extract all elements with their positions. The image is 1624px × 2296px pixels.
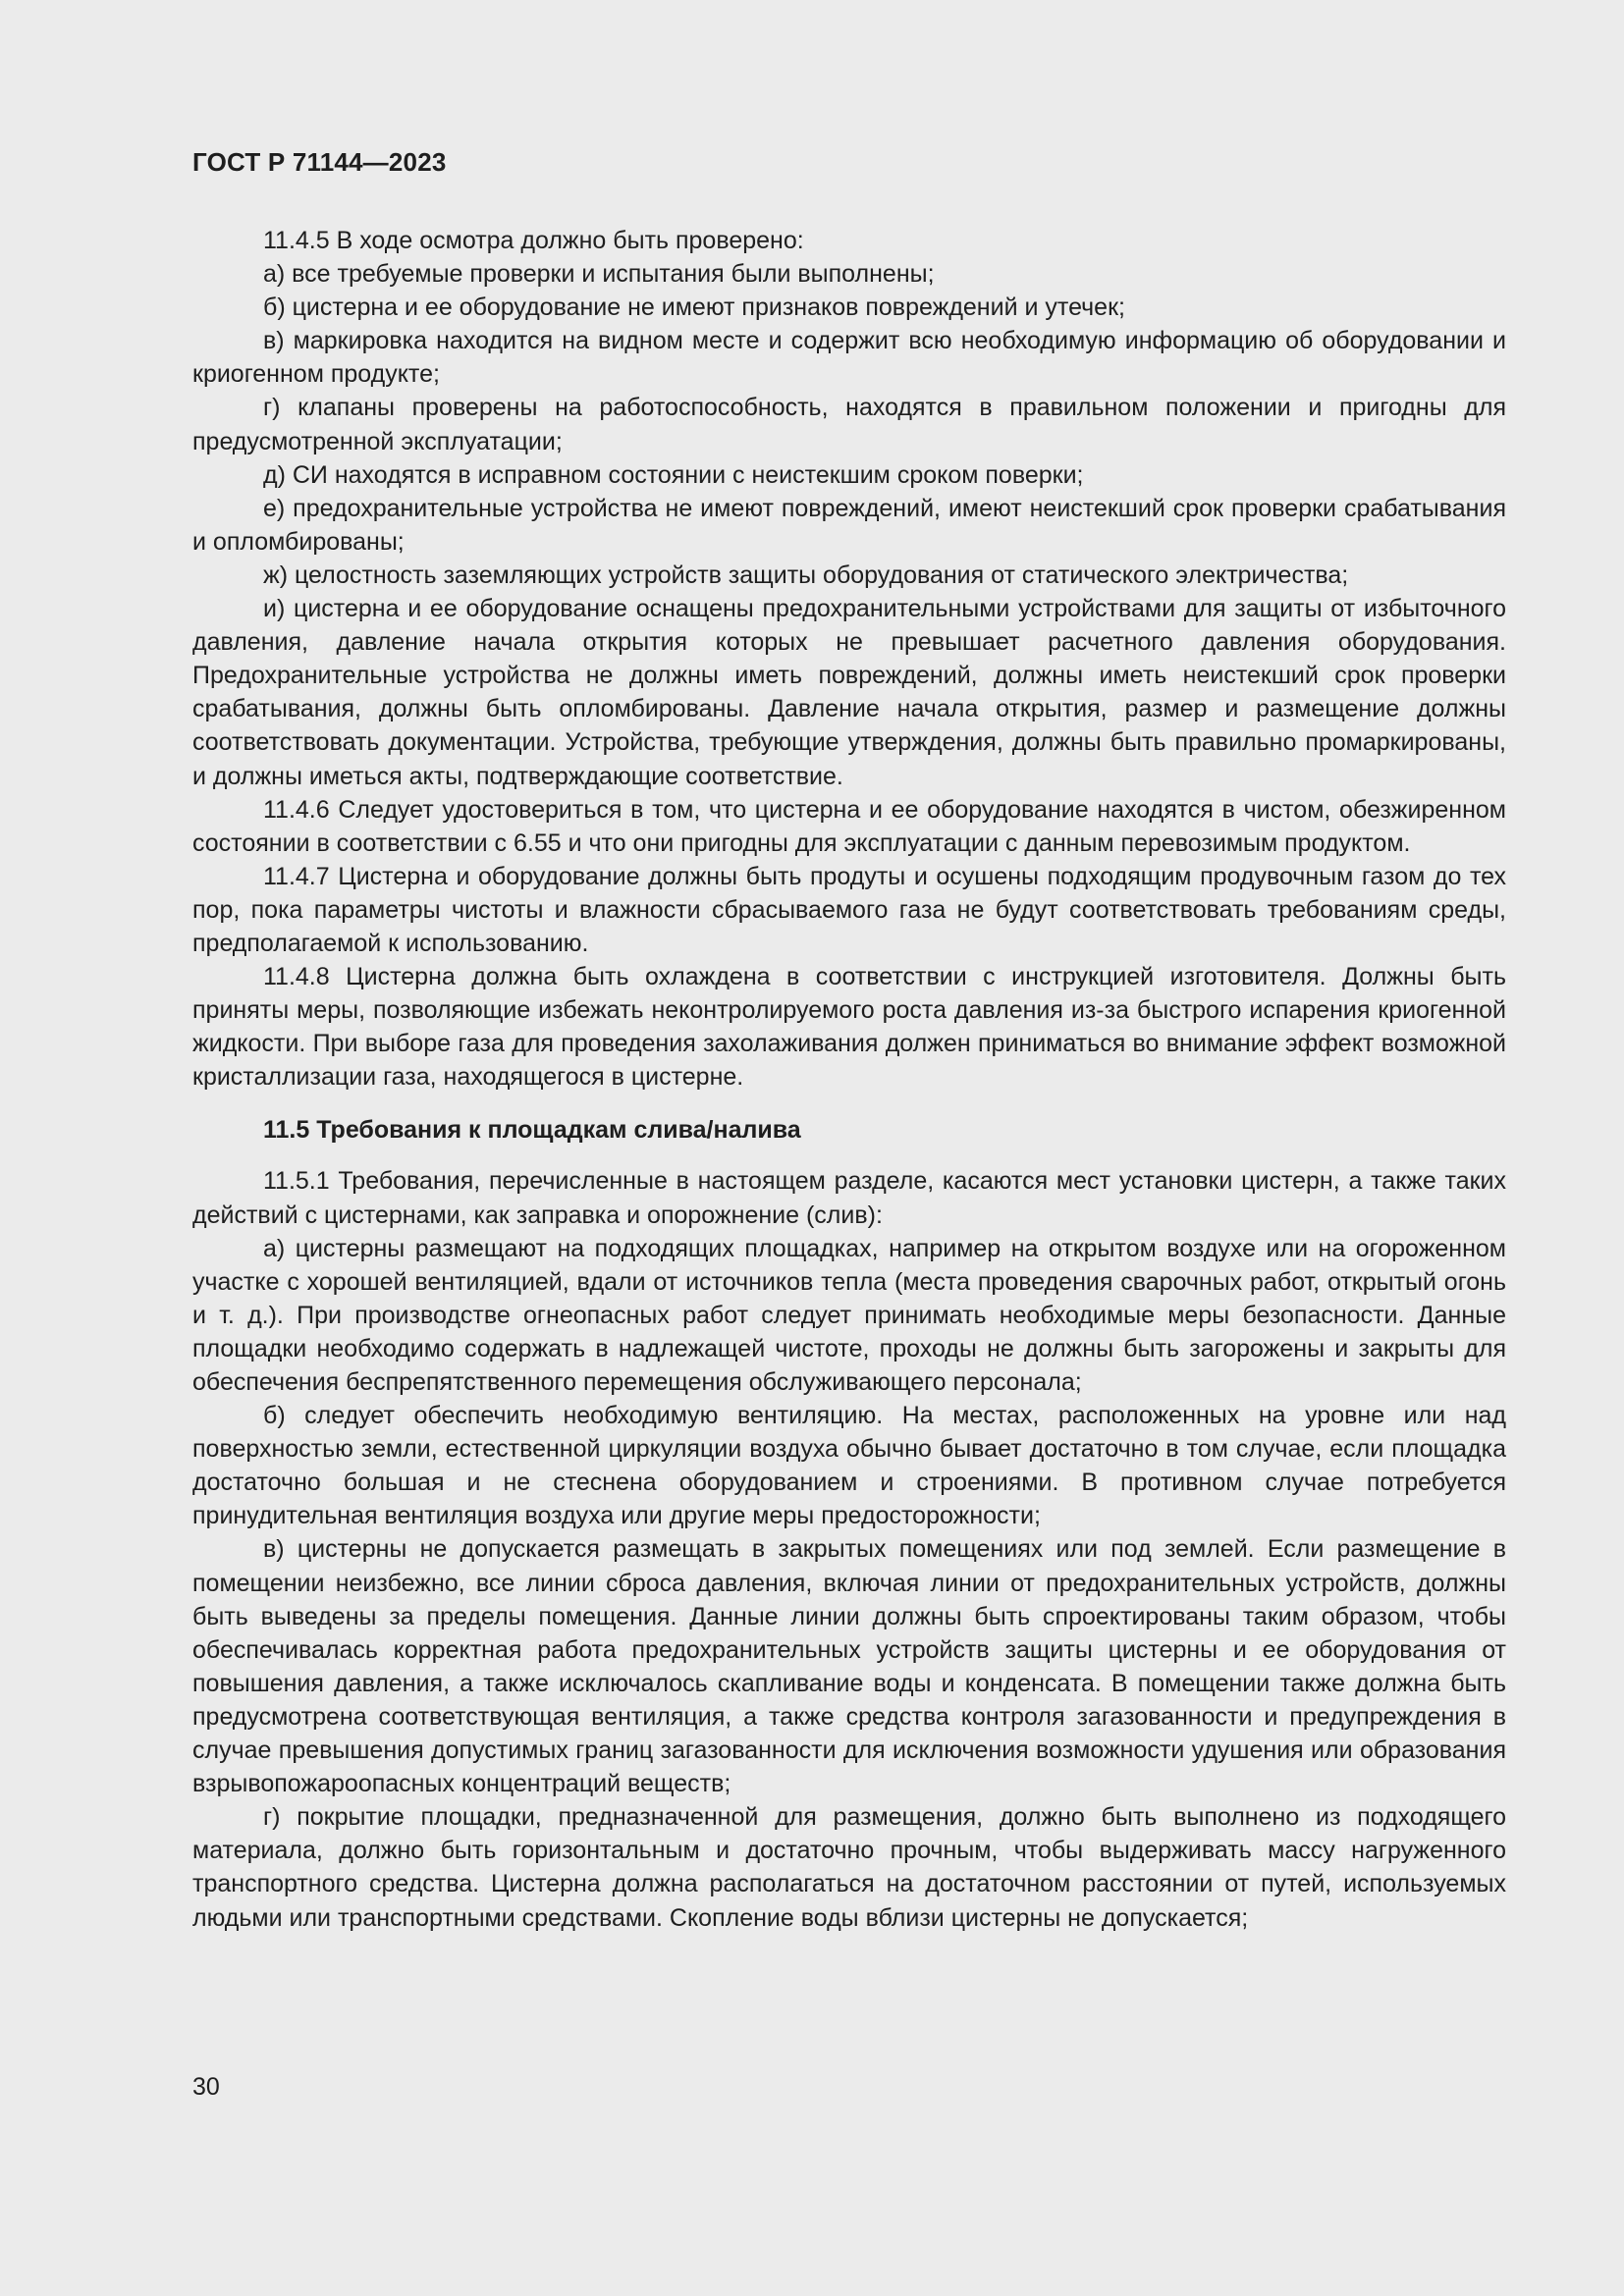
list-item: а) все требуемые проверки и испытания были выполнены; bbox=[263, 260, 935, 289]
clause-11-4-7: 11.4.7 Цистерна и оборудование должны быть продуты и осушены подходящим продувочным газом до тех пор, пока параметры чистоты и влажности сбрасываемого газа не будут соответствовать требованиям среды, предполагаемой к использованию. bbox=[192, 862, 1506, 957]
list-item: ж) целостность заземляющих устройств защиты оборудования от статического электричества; bbox=[263, 561, 1349, 589]
list-item: г) покрытие площадки, предназначенной для размещения, должно быть выполнено из подходящего материала, должно быть горизонтальным и достаточно прочным, чтобы выдерживать массу нагруженного транспортного средства. Цистерна должна располагаться на достаточном расстоянии от путей, используемых людьми или транспортными средствами. Скопление воды вблизи цистерны не допускается; bbox=[192, 1803, 1506, 1932]
list-item: в) цистерны не допускается размещать в закрытых помещениях или под землей. Если размещение в помещении неизбежно, все линии сброса давления, включая линии от предохранительных устройств, должны быть выведены за пределы помещения. Данные линии должны быть спроектированы таким образом, чтобы обеспечивалась корректная работа предохранительных устройств защиты цистерны и ее оборудования от повышения давления, а также исключалось скапливание воды и конденсата. В помещении также должна быть предусмотрена соответствующая вентиляция, а также средства контроля загазованности и предупреждения в случае превышения допустимых границ загазованности для исключения возможности удушения или образования взрывопожароопасных концентраций веществ; bbox=[192, 1535, 1506, 1798]
list-item: г) клапаны проверены на работоспособность, находятся в правильном положении и пригодны для предусмотренной эксплуатации; bbox=[192, 394, 1506, 455]
section-heading-11-5: 11.5 Требования к площадкам слива/налива bbox=[263, 1116, 801, 1145]
list-item: и) цистерна и ее оборудование оснащены предохранительными устройствами для защиты от избыточного давления, давление начала открытия которых не превышает расчетного давления оборудования. Предохранительные устройства не должны иметь повреждений, должны иметь неистекший срок проверки срабатывания, должны быть опломбированы. Давление начала открытия, размер и размещение должны соответствовать документации. Устройства, требующие утверждения, должны быть правильно промаркированы, и должны иметься акты, подтверждающие соответствие. bbox=[192, 595, 1506, 790]
clause-11-4-6: 11.4.6 Следует удостовериться в том, что цистерна и ее оборудование находятся в чистом, обезжиренном состоянии в соответствии с 6.55 и что они пригодны для эксплуатации с данным перевозимым продуктом. bbox=[192, 795, 1506, 857]
clause-11-4-8: 11.4.8 Цистерна должна быть охлаждена в соответствии с инструкцией изготовителя. Должны быть приняты меры, позволяющие избежать неконтролируемого роста давления из-за быстрого испарения криогенной жидкости. При выборе газа для проведения захолаживания должен приниматься во внимание эффект возможной кристаллизации газа, находящегося в цистерне. bbox=[192, 963, 1506, 1092]
page-number: 30 bbox=[192, 2073, 220, 2101]
list-item: д) СИ находятся в исправном состоянии с неистекшим сроком поверки; bbox=[263, 460, 1084, 489]
list-item: е) предохранительные устройства не имеют повреждений, имеют неистекший срок проверки срабатывания и опломбированы; bbox=[192, 494, 1506, 556]
clause-11-4-5: 11.4.5 В ходе осмотра должно быть проверено: bbox=[263, 227, 804, 254]
list-item: а) цистерны размещают на подходящих площадках, например на открытом воздухе или на огороженном участке с хорошей вентиляцией, вдали от источников тепла (места проведения сварочных работ, открытый огонь и т. д.). При производстве огнеопасных работ следует принимать необходимые меры безопасности. Данные площадки необходимо содержать в надлежащей чистоте, проходы не должны быть загорожены и закрыты для обеспечения беспрепятственного перемещения обслуживающего персонала; bbox=[192, 1234, 1506, 1396]
list-item: б) следует обеспечить необходимую вентиляцию. На местах, расположенных на уровне или над поверхностью земли, естественной циркуляции воздуха обычно бывает достаточно в том случае, если площадка достаточно большая и не стеснена оборудованием и строениями. В противном случае потребуется принудительная вентиляция воздуха или другие меры предосторожности; bbox=[192, 1402, 1506, 1530]
document-header: ГОСТ Р 71144—2023 bbox=[192, 147, 447, 177]
document-body bbox=[192, 224, 1506, 1935]
list-item: б) цистерна и ее оборудование не имеют признаков повреждений и утечек; bbox=[263, 294, 1125, 322]
list-item: в) маркировка находится на видном месте и содержит всю необходимую информацию об оборудовании и криогенном продукте; bbox=[192, 327, 1506, 389]
clause-11-5-1: 11.5.1 Требования, перечисленные в настоящем разделе, касаются мест установки цистерн, а также таких действий с цистернами, как заправка и опорожнение (слив): bbox=[192, 1167, 1506, 1229]
